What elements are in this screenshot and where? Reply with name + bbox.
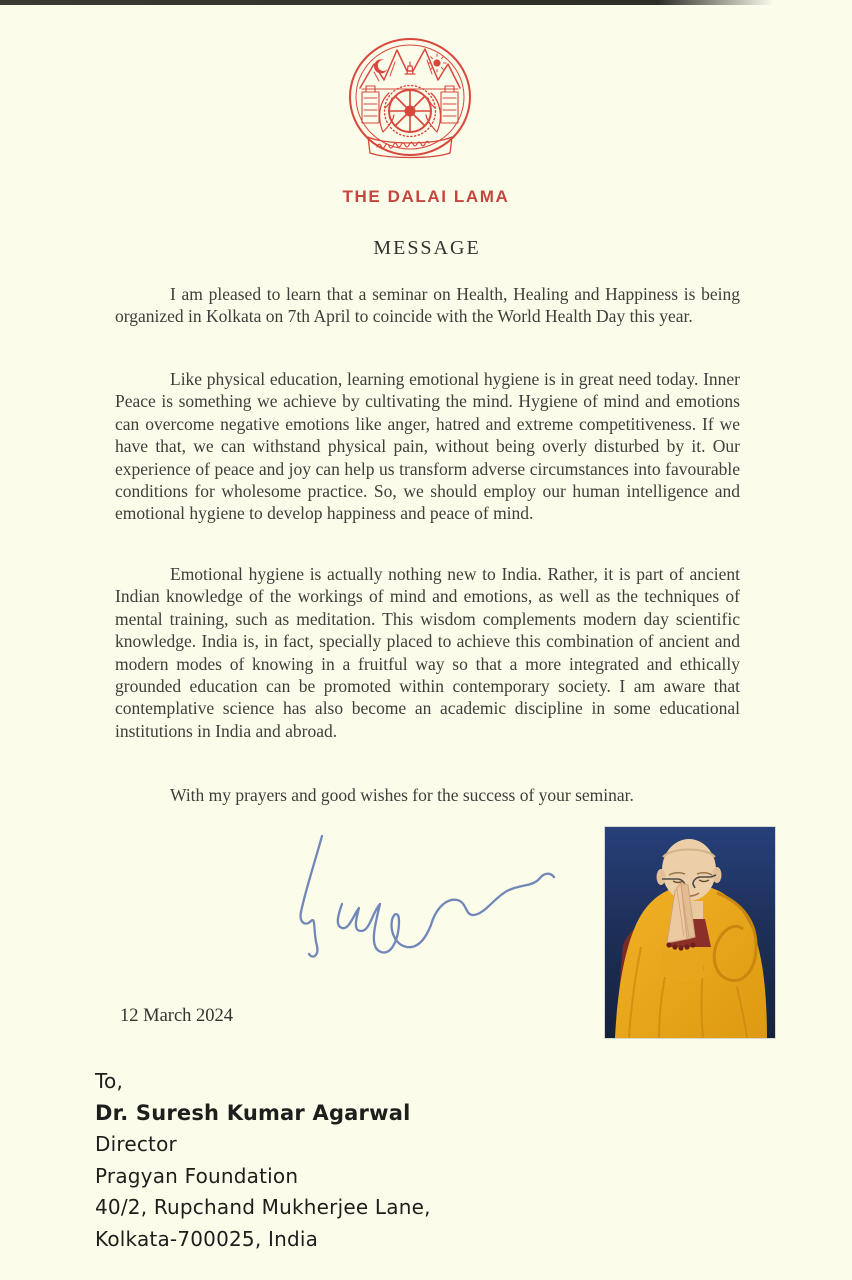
paragraph-1: I am pleased to learn that a seminar on Health, Healing and Happiness is being organized in Kolkata on 7th April to coincide with the World Health Day this year. <box>115 284 740 327</box>
closing-line: With my prayers and good wishes for the success of your seminar. <box>170 785 634 805</box>
recipient-title: Director <box>95 1132 177 1156</box>
recipient-salutation: To, <box>95 1069 124 1093</box>
message-heading: MESSAGE <box>373 237 481 259</box>
letterhead-title: THE DALAI LAMA <box>342 187 510 206</box>
dalai-lama-seal-icon <box>347 36 473 162</box>
letter-date: 12 March 2024 <box>120 1006 234 1026</box>
dalai-lama-photo <box>605 827 775 1038</box>
paragraph-2: Like physical education, learning emotional hygiene is in great need today. Inner Peace is something we achieve by cultivating the mind. Hygiene of mind and emotions can overcome negative emotions like anger, hatred and extreme competitiveness. If we have that, we can withstand physical pain, without being overly disturbed by it. Our experience of peace and joy can help us transform adverse circumstances into favourable conditions for wholesome practice. So, we should employ our human intelligence and emotional hygiene to develop happiness and peace of mind. <box>115 369 740 524</box>
recipient-address-line2: Kolkata-700025, India <box>95 1226 319 1251</box>
scan-edge-artifact <box>0 0 774 5</box>
recipient-block <box>95 1066 431 1255</box>
recipient-organization: Pragyan Foundation <box>95 1163 299 1188</box>
recipient-address-line1: 40/2, Rupchand Mukherjee Lane, <box>95 1195 431 1219</box>
dalai-lama-signature <box>286 820 576 970</box>
paragraph-3: Emotional hygiene is actually nothing new to India. Rather, it is part of ancient Indian knowledge of the workings of mind and emotions, as well as the techniques of mental training, such as meditation. This wisdom complements modern day scientific knowledge. India is, in fact, specially placed to achieve this combination of ancient and modern modes of knowing in a fruitful way so that a more integrated and ethically grounded education can be promoted within contemporary society. I am aware that contemplative science has also become an academic discipline in some educational institutions in India and abroad. <box>115 564 740 741</box>
recipient-name: Dr. Suresh Kumar Agarwal <box>95 1100 411 1125</box>
